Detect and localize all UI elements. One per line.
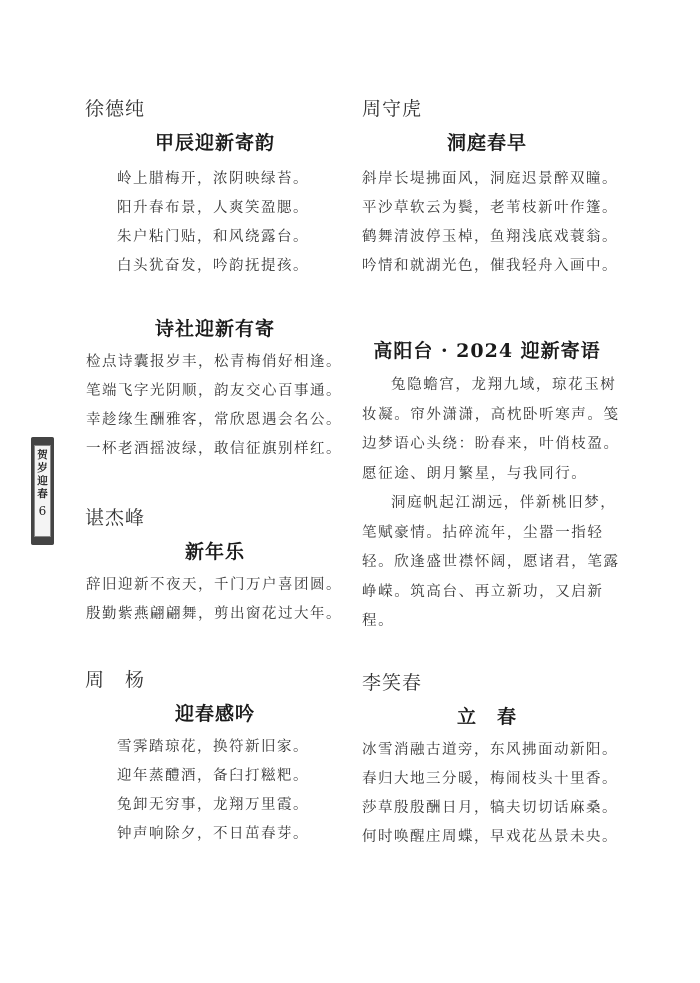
tab-char: 春 (37, 488, 48, 500)
section-tab-label (34, 445, 51, 537)
poem-line: 冰雪消融古道旁，东风拂面动新阳。 (362, 742, 618, 758)
poem-line: 迎年蒸醴酒，备臼打糍粑。 (117, 768, 309, 784)
poem-body (117, 733, 309, 849)
poem-line: 朱户粘门贴，和风绕露台。 (117, 229, 309, 245)
poem-title: 立 春 (456, 706, 517, 728)
tab-char: 贺 (37, 449, 48, 461)
poem-line: 斜岸长堤拂面风，洞庭迟景醉双瞳。 (362, 171, 618, 187)
poem-author: 周 杨 (85, 669, 146, 691)
poem-line: 岭上腊梅开，浓阴映绿苔。 (117, 171, 309, 187)
poem-line: 白头犹奋发，吟韵抚提孩。 (117, 258, 309, 274)
poem-author: 谌杰峰 (85, 507, 146, 529)
poem-line: 一杯老酒摇波绿，敢信征旗别样红。 (86, 441, 342, 457)
poem-author: 李笑春 (362, 672, 423, 694)
tab-char: 岁 (37, 462, 48, 474)
poem-line: 何时唤醒庄周蝶，早戏花丛景未央。 (362, 829, 618, 845)
poem-author: 周守虎 (362, 98, 423, 120)
page-number: 6 (38, 504, 47, 518)
poem-line: 春归大地三分暖，梅闹枝头十里香。 (362, 771, 618, 787)
poem-title: 甲辰迎新寄韵 (154, 132, 275, 154)
poem-line: 笔端飞字光阴顺，韵友交心百事通。 (86, 383, 342, 399)
poem-title: 诗社迎新有寄 (154, 318, 275, 340)
poem-line: 辞旧迎新不夜天，千门万户喜团圆。 (86, 577, 342, 593)
poem-author: 徐德纯 (85, 98, 146, 120)
poem-body (86, 571, 342, 629)
poem-line: 阳升春布景，人爽笑盈腮。 (117, 200, 309, 216)
poem-line: 莎草殷殷酬日月，犒夫切切话麻桑。 (362, 800, 618, 816)
poem-body (86, 348, 342, 464)
poem-title: 高阳台 · 2024 迎新寄语 (373, 340, 601, 362)
poem-line: 检点诗囊报岁丰，松青梅俏好相逢。 (86, 354, 342, 370)
poem-body (362, 736, 618, 852)
poem-title: 洞庭春早 (446, 132, 527, 154)
poem-line: 幸趁缘生酬雅客，常欣恩遇会名公。 (86, 412, 342, 428)
poem-title: 新年乐 (184, 541, 245, 563)
tab-char: 迎 (37, 475, 48, 487)
poem-line: 殷勤紫燕翩翩舞，剪出窗花过大年。 (86, 606, 342, 622)
poem-body (362, 165, 618, 281)
poem-line: 吟情和就湖光色，催我轻舟入画中。 (362, 258, 618, 274)
poem-body (117, 165, 309, 281)
ci-body (362, 371, 622, 637)
section-tab (31, 437, 54, 545)
poem-line: 鹤舞清波停玉棹，鱼翔浅底戏蓑翁。 (362, 229, 618, 245)
ci-paragraph: 兔隐蟾宫，龙翔九域，琼花玉树妆凝。帘外潇潇，高枕卧听寒声。笺边梦语心头绕：盼春来，叶俏枝盈。愿征途、朗月繁星，与我同行。 (362, 377, 620, 482)
poem-line: 兔卸无穷事，龙翔万里霞。 (117, 797, 309, 813)
ci-paragraph: 洞庭帆起江湖远，伴新桃旧梦，笔赋豪情。拈碎流年，尘嚣一指轻轻。欣逢盛世襟怀阔，愿诸君，笔露峥嵘。筑高台、再立新功，又启新程。 (362, 495, 620, 629)
poem-line: 雪霁踏琼花，换符新旧家。 (117, 739, 309, 755)
poem-title: 迎春感吟 (174, 703, 255, 725)
poem-line: 平沙草软云为鬓，老苇枝新叶作篷。 (362, 200, 618, 216)
poem-line: 钟声响除夕，不日茁春芽。 (117, 826, 309, 842)
